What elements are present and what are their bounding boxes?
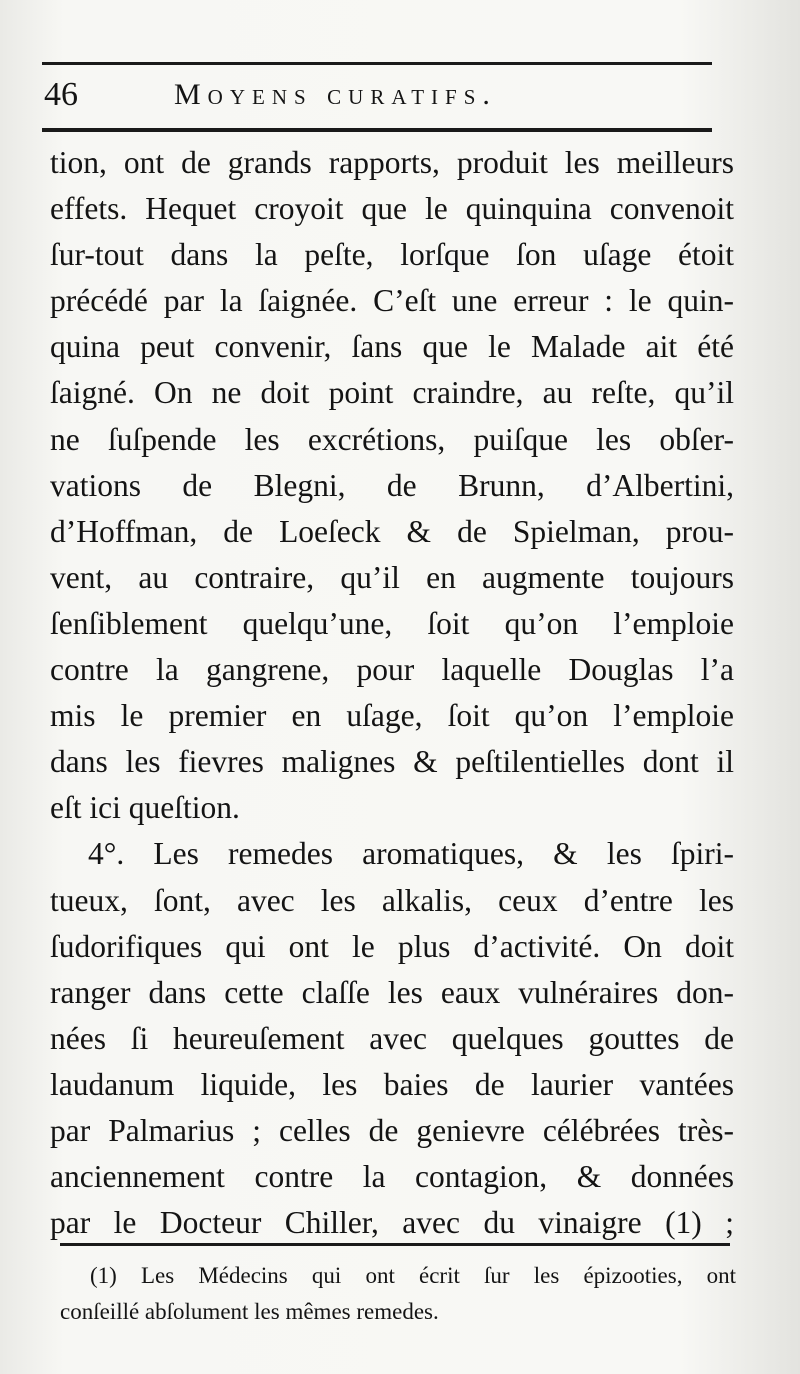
text-line: d’Hoffman, de Loeſeck & de Spielman, prou- bbox=[50, 513, 734, 549]
text-line: ſudorifiques qui ont le plus d’activité. On doit bbox=[50, 928, 734, 964]
text-line: laudanum liquide, les baies de laurier vantées bbox=[50, 1066, 734, 1102]
top-rule bbox=[42, 62, 712, 65]
text-line: par le Docteur Chiller, avec du vinaigre (1) ; bbox=[50, 1205, 734, 1241]
text-line: 4°. Les remedes aromatiques, & les ſpiri- bbox=[88, 836, 734, 872]
footnote bbox=[60, 1258, 736, 1330]
running-title: Moyens curatifs. bbox=[174, 78, 497, 111]
footnote-line: conſeillé abſolument les mêmes remedes. bbox=[60, 1299, 439, 1324]
text-line: vations de Blegni, de Brunn, d’Albertini, bbox=[50, 467, 734, 503]
page-header bbox=[44, 72, 704, 122]
text-line: tion, ont de grands rapports, produit les meilleurs bbox=[50, 145, 734, 180]
text-line: par Palmarius ; celles de genievre célébrées très- bbox=[50, 1112, 734, 1148]
header-rule bbox=[42, 128, 712, 132]
footnote-line: (1) Les Médecins qui ont écrit ſur les épizooties, ont bbox=[90, 1263, 736, 1288]
text-line: ſur-tout dans la peſte, lorſque ſon uſage étoit bbox=[50, 237, 734, 273]
text-line: ranger dans cette claſſe les eaux vulnéraires don- bbox=[50, 974, 734, 1010]
footnote-rule bbox=[60, 1243, 730, 1246]
text-line: ſenſiblement quelqu’une, ſoit qu’on l’emploie bbox=[50, 605, 734, 641]
text-line: tueux, ſont, avec les alkalis, ceux d’entre les bbox=[50, 882, 734, 918]
text-line: précédé par la ſaignée. C’eſt une erreur : le quin- bbox=[50, 283, 734, 319]
text-line: quina peut convenir, ſans que le Malade ait été bbox=[50, 329, 734, 365]
text-line: contre la gangrene, pour laquelle Douglas l’a bbox=[50, 652, 734, 688]
page-number: 46 bbox=[44, 76, 78, 113]
text-line: anciennement contre la contagion, & données bbox=[50, 1159, 734, 1195]
text-line: nées ſi heureuſement avec quelques gouttes de bbox=[50, 1020, 734, 1056]
text-line: ne ſuſpende les excrétions, puiſque les obſer- bbox=[50, 421, 734, 457]
text-line: ſaigné. On ne doit point craindre, au reſte, qu’il bbox=[50, 375, 734, 411]
body-text bbox=[50, 140, 734, 1246]
text-line: vent, au contraire, qu’il en augmente toujours bbox=[50, 559, 734, 595]
text-line: eſt ici queſtion. bbox=[50, 790, 240, 826]
text-line: mis le premier en uſage, ſoit qu’on l’emploie bbox=[50, 698, 734, 734]
text-line: effets. Hequet croyoit que le quinquina convenoit bbox=[50, 191, 734, 227]
text-line: dans les fievres malignes & peſtilentielles dont il bbox=[50, 744, 734, 780]
